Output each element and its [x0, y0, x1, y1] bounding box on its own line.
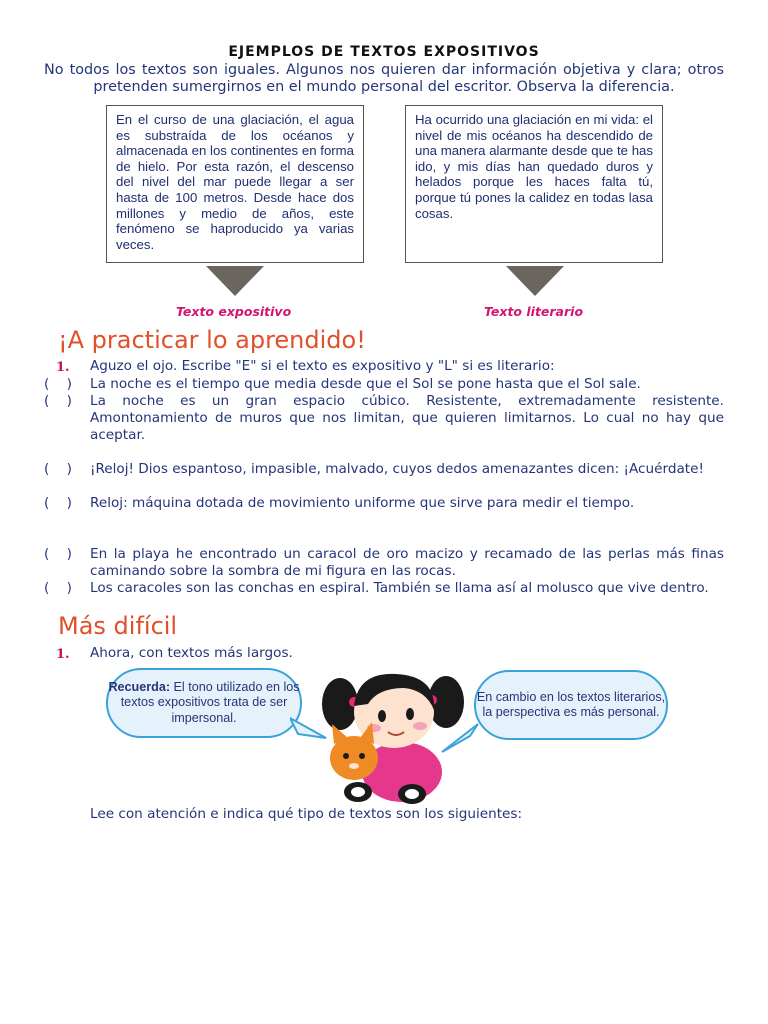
- harder-number: 1.: [56, 647, 70, 662]
- practice-number: 1.: [56, 360, 70, 375]
- answer-blank[interactable]: ( ): [44, 580, 72, 596]
- intro-paragraph: No todos los textos son iguales. Algunos nos quieren dar información objetiva y clara; otros pretenden sumergirnos en el mundo personal del escritor. Observa la diferencia.: [44, 62, 724, 95]
- practice-instruction: Aguzo el ojo. Escribe "E" si el texto es expositivo y "L" si es literario:: [90, 358, 555, 374]
- caption-expository: Texto expositivo: [176, 304, 292, 319]
- harder-instruction: Ahora, con textos más largos.: [90, 645, 293, 661]
- expository-example-box: En el curso de una glaciación, el agua es substraída de los océanos y almacenada en los continentes en forma de hielo. Por esta razón, el descenso del nivel del mar puede llegar a ser hasta de 100 metros. Desde hace dos millones y medio de años, este fenómeno se haproducido ya varias veces.: [106, 105, 364, 263]
- list-item: [44, 461, 724, 478]
- contrast-bubble: En cambio en los textos literarios, la perspectiva es más personal.: [474, 670, 668, 740]
- harder-heading: Más difícil: [58, 612, 178, 640]
- arrow-down-icon: [506, 266, 564, 298]
- literary-example-box: Ha ocurrido una glaciación en mi vida: el nivel de mis océanos ha descendido de una manera alarmante desde que te has ido, y mis días han quedado duros y helados porque les haces falta tú, porque tú pones la calidez en todas lasa cosas.: [405, 105, 663, 263]
- reminder-bubble: [106, 668, 302, 738]
- list-item: [44, 376, 724, 393]
- list-item: [44, 495, 724, 512]
- arrow-down-icon: [206, 266, 264, 298]
- answer-blank[interactable]: ( ): [44, 393, 72, 409]
- list-item: [44, 546, 724, 580]
- item-text: Reloj: máquina dotada de movimiento uniforme que sirve para medir el tiempo.: [90, 495, 635, 511]
- girl-with-cat-illustration: [318, 664, 468, 806]
- page-title: EJEMPLOS DE TEXTOS EXPOSITIVOS: [228, 44, 540, 60]
- item-text: Los caracoles son las conchas en espiral. También se llama así al molusco que vive dentro.: [90, 580, 709, 596]
- answer-blank[interactable]: ( ): [44, 495, 72, 511]
- list-item: [44, 393, 724, 443]
- reminder-label: Recuerda:: [108, 679, 171, 694]
- answer-blank[interactable]: ( ): [44, 376, 72, 392]
- answer-blank[interactable]: ( ): [44, 461, 72, 477]
- item-text: La noche es el tiempo que media desde que el Sol se pone hasta que el Sol sale.: [90, 376, 641, 392]
- item-text: La noche es un gran espacio cúbico. Resistente, extremadamente resistente. Amontonamiento de muros que nos limitan, que quieren limitarnos. Lo cual no hay que aceptar.: [90, 393, 724, 443]
- practice-heading: ¡A practicar lo aprendido!: [58, 326, 366, 354]
- item-text: ¡Reloj! Dios espantoso, impasible, malvado, cuyos dedos amenazantes dicen: ¡Acuérdate!: [90, 461, 704, 477]
- caption-literary: Texto literario: [484, 304, 584, 319]
- closing-instruction: Lee con atención e indica qué tipo de textos son los siguientes:: [90, 806, 523, 822]
- item-text: En la playa he encontrado un caracol de oro macizo y recamado de las perlas más finas caminando sobre la sombra de mi figura en las rocas.: [90, 546, 724, 579]
- list-item: [44, 580, 724, 597]
- answer-blank[interactable]: ( ): [44, 546, 72, 562]
- reminder-text: El tono utilizado en los textos expositivos trata de ser impersonal.: [120, 679, 300, 725]
